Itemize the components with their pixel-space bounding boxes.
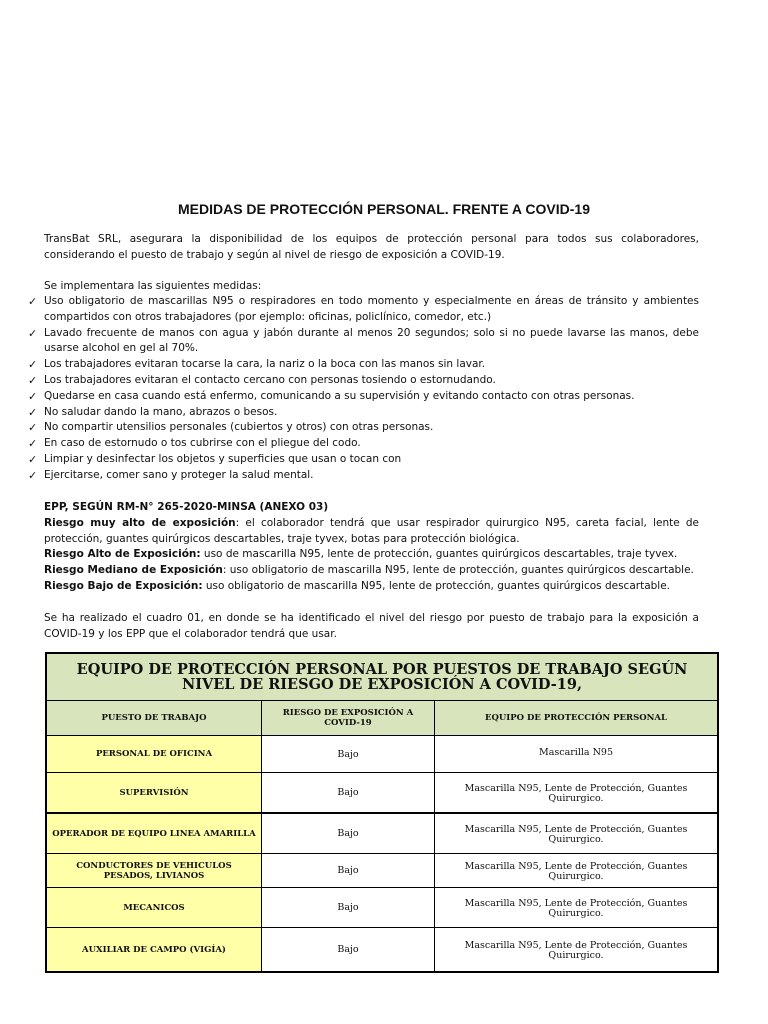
list-item — [28, 357, 699, 373]
check-icon: ✓ — [28, 468, 38, 482]
equipment-cell: Mascarilla N95 — [435, 736, 719, 773]
risk-cell: Bajo — [262, 854, 435, 888]
risk-text: uso obligatorio de mascarilla N95, lente de protección, guantes quirúrgicos descartable. — [202, 579, 671, 592]
measure-text: Limpiar y desinfectar los objetos y superficies que usan o tocan con — [44, 452, 402, 465]
cuadro-paragraph: Se ha realizado el cuadro 01, en donde se ha identificado el nivel del riesgo por puesto de trabajo para la exposición a COVID-19 y los EPP que el colaborador tendrá que usar. — [44, 612, 699, 640]
equipment-cell: Mascarilla N95, Lente de Protección, Guantes Quirurgico. — [435, 928, 719, 973]
table-row — [46, 928, 718, 973]
measures-list — [28, 294, 699, 484]
list-item — [28, 420, 699, 436]
epp-table — [45, 652, 719, 973]
check-icon: ✓ — [28, 405, 38, 419]
intro-paragraph: TransBat SRL, asegurara la disponibilidad de los equipos de protección personal para todos sus colaboradores, considerando el puesto de trabajo y según al nivel de riesgo de exposición a COVID-19. — [44, 233, 699, 261]
table-title-line: EQUIPO DE PROTECCIÓN PERSONAL POR PUESTOS DE TRABAJO SEGÚN — [76, 661, 688, 678]
job-cell: AUXILIAR DE CAMPO (VIGÍA) — [46, 928, 262, 973]
column-header: RIESGO DE EXPOSICIÓN A COVID-19 — [262, 701, 435, 736]
equipment-cell: Mascarilla N95, Lente de Protección, Guantes Quirurgico. — [435, 773, 719, 814]
list-item — [28, 326, 699, 358]
risk-text: uso de mascarilla N95, lente de protección, guantes quirúrgicos descartables, traje tyvex. — [200, 548, 678, 561]
measure-text: Ejercitarse, comer sano y proteger la salud mental. — [44, 468, 314, 481]
risk-text: : el colaborador tendrá que usar respirador quirurgico N95, careta facial, lente de protección, guantes quirúrgicos descartables, traje tyvex, botas para protección biológica. — [44, 516, 700, 545]
check-icon: ✓ — [28, 358, 38, 372]
table-row — [46, 888, 718, 928]
table-title-line: NIVEL DE RIESGO DE EXPOSICIÓN A COVID-19, — [181, 676, 583, 693]
measure-text: Lavado frecuente de manos con agua y jabón durante al menos 20 segundos; solo si no puede lavarse las manos, debe usarse alcohol en gel al 70%. — [44, 326, 699, 355]
list-item — [28, 436, 699, 452]
measures-lead: Se implementara las siguientes medidas: — [44, 280, 262, 292]
measure-text: En caso de estornudo o tos cubrirse con el pliegue del codo. — [44, 437, 361, 450]
table-row — [46, 813, 718, 854]
equipment-cell: Mascarilla N95, Lente de Protección, Guantes Quirurgico. — [435, 813, 719, 854]
risk-cell: Bajo — [262, 736, 435, 773]
equipment-cell: Mascarilla N95, Lente de Protección, Guantes Quirurgico. — [435, 888, 719, 928]
column-header: EQUIPO DE PROTECCIÓN PERSONAL — [435, 701, 719, 736]
table-row — [46, 773, 718, 814]
risk-label: Riesgo Bajo de Exposición: — [44, 579, 203, 592]
risk-cell: Bajo — [262, 888, 435, 928]
table-row — [46, 736, 718, 773]
measure-text: Los trabajadores evitaran tocarse la cara, la nariz o la boca con las manos sin lavar. — [44, 358, 486, 371]
equipment-cell: Mascarilla N95, Lente de Protección, Guantes Quirurgico. — [435, 854, 719, 888]
risk-label: Riesgo muy alto de exposición — [44, 516, 236, 529]
job-cell: OPERADOR DE EQUIPO LINEA AMARILLA — [46, 813, 262, 854]
list-item — [28, 373, 699, 389]
check-icon: ✓ — [28, 373, 38, 387]
table-title — [46, 653, 718, 701]
table-row — [46, 854, 718, 888]
measure-text: No saludar dando la mano, abrazos o besos. — [44, 405, 278, 418]
list-item — [28, 468, 699, 484]
risk-cell: Bajo — [262, 928, 435, 973]
table-header-row — [46, 701, 718, 736]
risk-label: Riesgo Alto de Exposición: — [44, 548, 201, 561]
list-item — [28, 452, 699, 468]
risk-cell: Bajo — [262, 813, 435, 854]
measure-text: No compartir utensilios personales (cubiertos y otros) con otras personas. — [44, 421, 434, 434]
list-item — [28, 389, 699, 405]
column-header: PUESTO DE TRABAJO — [46, 701, 262, 736]
check-icon: ✓ — [28, 437, 38, 451]
check-icon: ✓ — [28, 389, 38, 403]
job-cell: MECANICOS — [46, 888, 262, 928]
check-icon: ✓ — [28, 452, 38, 466]
risk-label: Riesgo Mediano de Exposición — [44, 564, 223, 577]
list-item — [28, 294, 699, 326]
job-cell: CONDUCTORES DE VEHICULOS PESADOS, LIVIANOS — [46, 854, 262, 888]
list-item — [28, 405, 699, 421]
job-cell: PERSONAL DE OFICINA — [46, 736, 262, 773]
epp-section — [44, 500, 699, 595]
measure-text: Uso obligatorio de mascarillas N95 o respiradores en todo momento y especialmente en áreas de tránsito y ambientes compartidos con otros trabajadores (por ejemplo: oficinas, policlínico, comedor, etc.) — [44, 295, 699, 323]
document-title: MEDIDAS DE PROTECCIÓN PERSONAL. FRENTE A COVID-19 — [177, 201, 590, 217]
risk-cell: Bajo — [262, 773, 435, 814]
job-cell: SUPERVISIÓN — [46, 773, 262, 814]
measure-text: Quedarse en casa cuando está enfermo, comunicando a su supervisión y evitando contacto con otras personas. — [44, 389, 635, 402]
epp-heading: EPP, SEGÚN RM-N° 265-2020-MINSA (ANEXO 03) — [44, 501, 329, 513]
risk-text: : uso obligatorio de mascarilla N95, lente de protección, guantes quirúrgicos descartable. — [222, 564, 694, 577]
check-icon: ✓ — [28, 295, 38, 308]
check-icon: ✓ — [28, 326, 38, 340]
measure-text: Los trabajadores evitaran el contacto cercano con personas tosiendo o estornudando. — [44, 373, 496, 386]
check-icon: ✓ — [28, 421, 38, 435]
